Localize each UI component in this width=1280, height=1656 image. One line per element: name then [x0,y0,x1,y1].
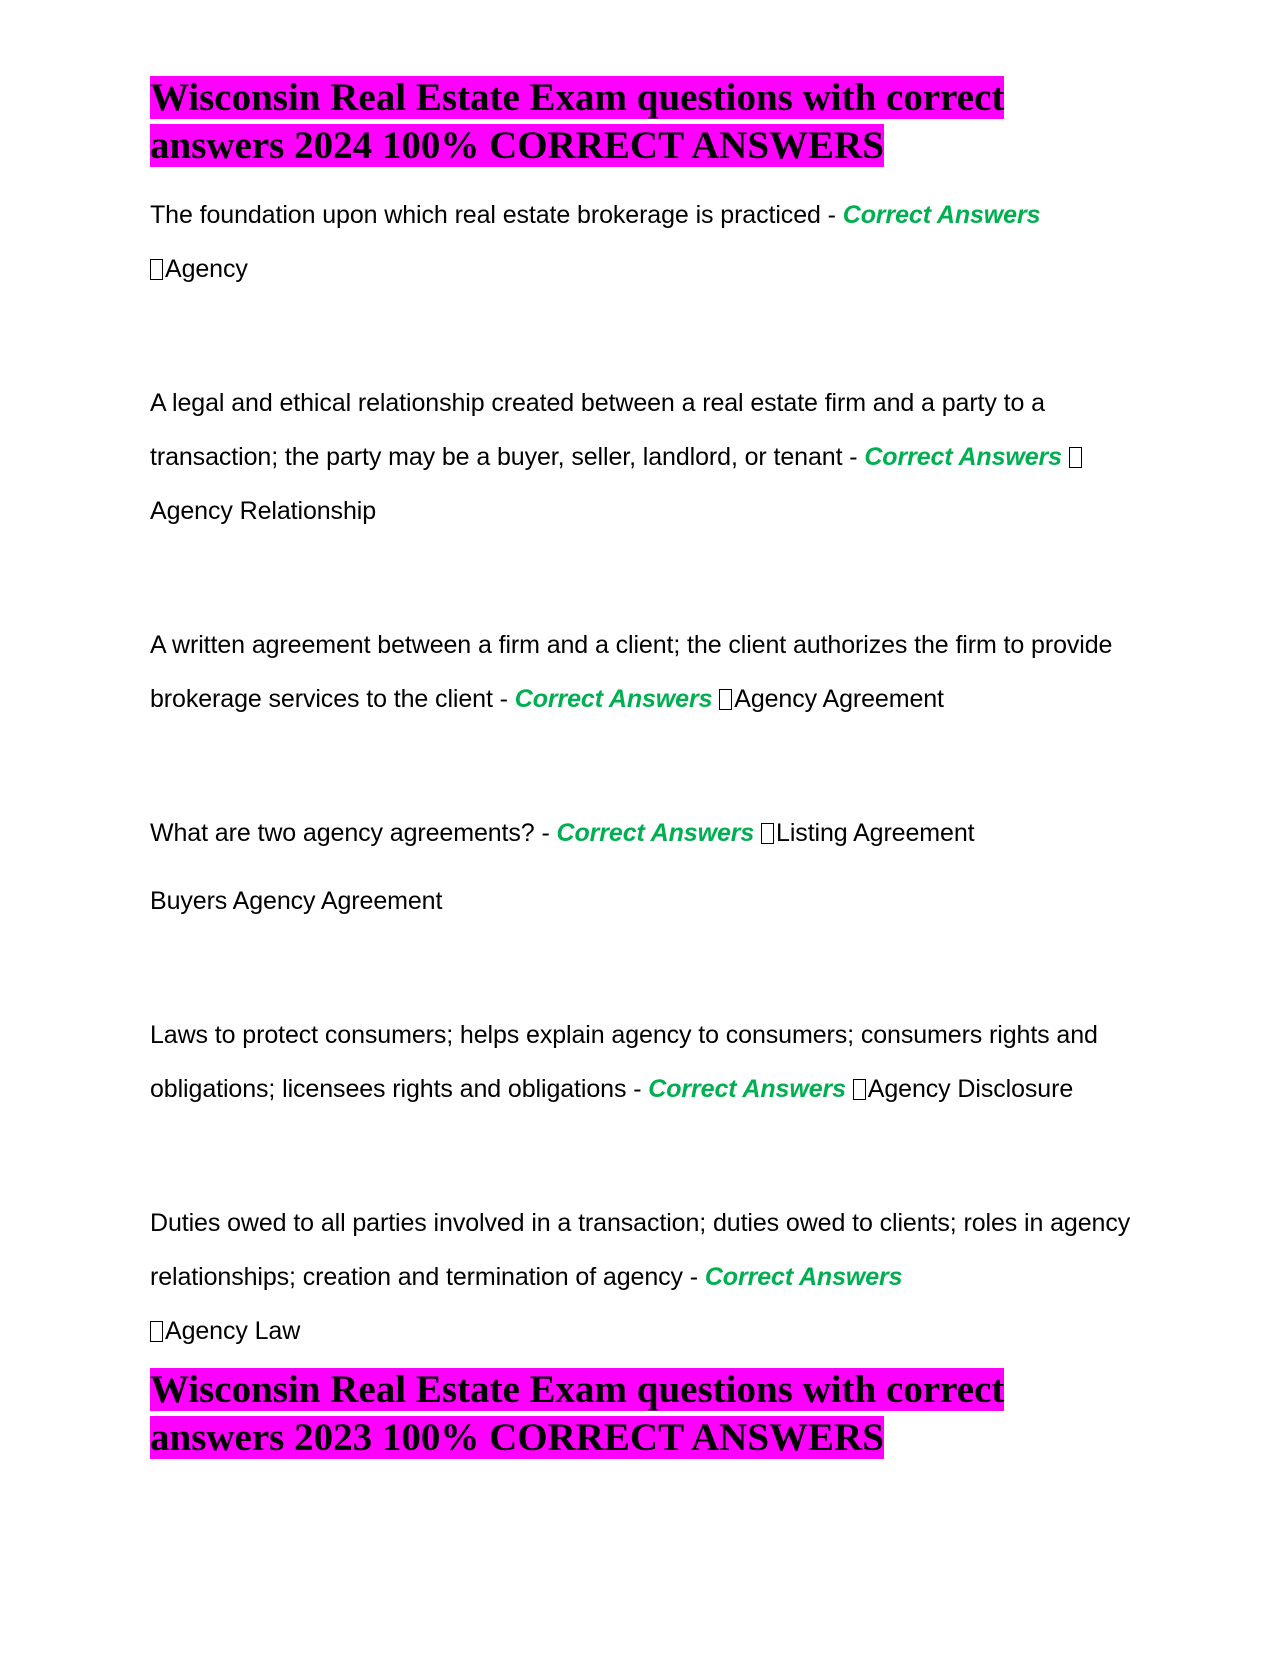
answer-text: Listing Agreement [776,819,975,847]
missing-glyph-icon [761,823,774,844]
document-footer-title [150,1366,1140,1462]
missing-glyph-icon [150,1321,163,1342]
question-text: Laws to protect consumers; helps explain agency to consumers; consumers rights and obligations; licensees rights and obligations - [150,1021,1098,1103]
question-text: Duties owed to all parties involved in a transaction; duties owed to clients; roles in agency relationships; creation and termination of agency - [150,1209,1131,1291]
correct-answers-label: Correct Answers [864,443,1062,471]
answer-text-extra: Buyers Agency Agreement [150,887,443,915]
question-text: What are two agency agreements? - [150,819,557,847]
document-page [150,74,1140,1462]
qa-item-2 [150,376,1140,538]
correct-answers-label: Correct Answers [514,685,713,713]
correct-answers-label: Correct Answers [648,1075,846,1103]
title-highlight: Wisconsin Real Estate Exam questions with correct answers 2024 100% CORRECT ANSWERS [150,76,1005,167]
question-text: The foundation upon which real estate brokerage is practiced - [150,201,843,229]
question-text: A written agreement between a firm and a client; the client authorizes the firm to provide brokerage services to the client - [150,631,1113,713]
answer-text: Agency Law [165,1317,301,1345]
answer-text: Agency Agreement [734,685,944,713]
qa-item-4-extra [150,874,1140,928]
correct-answers-label: Correct Answers [842,201,1041,229]
question-text: A legal and ethical relationship created between a real estate firm and a party to a transaction; the party may be a buyer, seller, landlord, or tenant - [150,389,1045,471]
missing-glyph-icon [719,689,732,710]
missing-glyph-icon [853,1079,866,1100]
qa-item-6 [150,1196,1140,1358]
title-highlight: Wisconsin Real Estate Exam questions with correct answers 2023 100% CORRECT ANSWERS [150,1368,1005,1459]
answer-text: Agency Relationship [150,497,377,525]
missing-glyph-icon [1069,447,1082,468]
answer-text: Agency Disclosure [867,1075,1074,1103]
document-title [150,74,1140,170]
qa-item-3 [150,618,1140,726]
missing-glyph-icon [150,259,163,280]
qa-item-1 [150,188,1140,296]
correct-answers-label: Correct Answers [556,819,755,847]
answer-text: Agency [165,255,248,283]
correct-answers-label: Correct Answers [704,1263,903,1291]
qa-item-4 [150,806,1140,860]
qa-item-5 [150,1008,1140,1116]
